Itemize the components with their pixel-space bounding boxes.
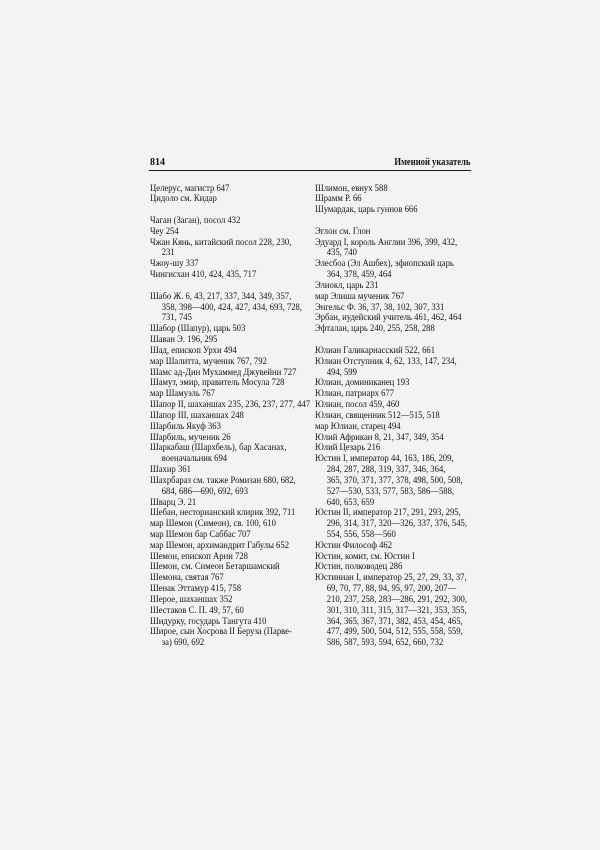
index-entry-heading: Юстин I, император 44, 163, 186, 209, xyxy=(315,453,454,465)
index-entry-heading: Эрбан, иудейский учитель 461, 462, 464 xyxy=(315,312,462,324)
index-entry-continuation: 477, 499, 500, 504, 512, 555, 558, 559, xyxy=(326,626,463,638)
index-entry-continuation: 69, 70, 77, 88, 94, 95, 97, 200, 207— xyxy=(326,583,457,595)
index-entry-heading: Широе, сын Хосрова II Беруза (Парве- xyxy=(150,626,292,638)
page-number: 814 xyxy=(150,157,165,168)
index-entry-heading: Юстиниан I, император 25, 27, 29, 33, 37, xyxy=(315,572,467,584)
index-entry-heading: Юстин, полководец 286 xyxy=(315,561,403,573)
index-entry-continuation: 301, 310, 311, 315, 317—321, 353, 355, xyxy=(326,604,467,616)
index-entry-heading: Шерое, шаханшах 352 xyxy=(150,593,233,605)
index-entry-heading: Юлиан Отступник 4, 62, 133, 147, 234, xyxy=(315,355,457,367)
index-entry-heading: Чеу 254 xyxy=(150,225,179,237)
index-entry-heading: Шемона, святая 767 xyxy=(150,572,224,584)
index-entry xyxy=(150,476,310,498)
index-entry-heading: Шварц Э. 21 xyxy=(150,496,197,508)
index-entry xyxy=(315,389,467,400)
index-entry-continuation: военачальник 694 xyxy=(161,453,228,465)
index-entry-heading: Шахрбараз см. также Ромизан 680, 682, xyxy=(150,474,296,486)
index-entry xyxy=(150,519,310,530)
index-entry-heading: Юстин II, император 217, 291, 293, 295, xyxy=(315,507,461,519)
index-entry-heading: Юлий Африкан 8, 21, 347, 349, 354 xyxy=(315,431,444,443)
index-entry-heading: Юлиан, доминиканец 193 xyxy=(315,377,410,389)
index-entry-heading: Шапор II, шаханшах 235, 236, 237, 277, 447 xyxy=(150,399,311,411)
index-entry xyxy=(315,205,467,216)
index-entry-heading: Юлий Цезарь 216 xyxy=(315,442,381,454)
index-entry xyxy=(315,357,467,379)
index-entry xyxy=(315,324,467,335)
index-entry-continuation: за) 690, 692 xyxy=(161,637,205,649)
index-entry xyxy=(150,627,310,649)
index-column-right xyxy=(315,184,467,650)
index-entry xyxy=(150,259,310,270)
index-entry xyxy=(150,194,310,205)
index-entry-heading: Элиокл, царь 231 xyxy=(315,279,379,291)
index-entry-heading: мар Шалитта, мученик 767, 792 xyxy=(150,355,267,367)
index-entry-heading: Шамс ад-Дин Мухаммед Джувейни 727 xyxy=(150,366,297,378)
index-entry-continuation: 494, 599 xyxy=(326,366,357,378)
index-entry-heading: мар Шамуэль 767 xyxy=(150,388,215,400)
index-entry-heading: Шаркабаш (Шархбель), бар Хасанах, xyxy=(150,442,287,454)
index-entry-heading: Шемон, см. Симеон Бетаршамский xyxy=(150,561,280,573)
index-column-left xyxy=(150,184,310,650)
index-entry-heading: Целерус, магистр 647 xyxy=(150,182,230,194)
index-entry-heading: Эдуард I, король Англии 396, 399, 432, xyxy=(315,236,458,248)
index-entry-heading: Юлиан, священник 512—515, 518 xyxy=(315,409,440,421)
index-entry-heading: Юлиан, патриарх 677 xyxy=(315,388,395,400)
index-entry-heading: Чжоу-шу 337 xyxy=(150,258,199,270)
index-entry xyxy=(315,238,467,260)
letter-section xyxy=(150,292,310,649)
index-entry xyxy=(315,259,467,281)
index-entry xyxy=(150,270,310,281)
index-entry-heading: Шестаков С. П. 49, 57, 60 xyxy=(150,604,244,616)
index-entry-continuation: 358, 398—400, 424, 427, 434, 693, 728, xyxy=(161,301,303,313)
index-entry-heading: Шарбиль Якуф 363 xyxy=(150,420,221,432)
index-entry-heading: Шидурку, государь Тангута 410 xyxy=(150,615,267,627)
index-entry-heading: Шарбиль, мученик 26 xyxy=(150,431,231,443)
index-entry-heading: Шамут, эмир, правитель Мосула 728 xyxy=(150,377,285,389)
index-entry xyxy=(150,443,310,465)
index-entry-heading: Эглон см. Глон xyxy=(315,225,371,237)
letter-section xyxy=(315,346,467,649)
index-entry-continuation: 554, 556, 558—560 xyxy=(326,529,396,540)
index-entry xyxy=(315,508,467,540)
index-entry xyxy=(150,292,310,324)
index-entry-heading: Юстин Философ 462 xyxy=(315,539,393,551)
index-entry-heading: Эфталан, царь 240, 255, 258, 288 xyxy=(315,323,435,335)
index-entry-heading: Чжан Кянь, китайский посол 228, 230, xyxy=(150,236,292,248)
index-entry-heading: Юстин, комит, см. Юстин I xyxy=(315,550,415,562)
letter-section xyxy=(150,184,310,206)
index-entry xyxy=(315,573,467,649)
index-entry-continuation: 527—530, 533, 577, 583, 586—588, xyxy=(326,485,455,497)
index-entry-heading: Шапор III, шаханшах 248 xyxy=(150,409,244,421)
index-entry-continuation: 364, 378, 459, 464 xyxy=(326,269,392,281)
index-entry-heading: мар Юлиан, старец 494 xyxy=(315,420,401,432)
index-entry-heading: мар Шемон, архимандрит Габулы 652 xyxy=(150,539,290,551)
index-entry-heading: Шебан, несторианский клирик 392, 711 xyxy=(150,507,296,519)
index-entry-heading: Элесбоа (Эл Ашбех), эфиопский царь xyxy=(315,258,454,270)
index-entry-heading: Юлиан Галикарнасский 522, 661 xyxy=(315,344,436,356)
index-entry-continuation: 435, 740 xyxy=(326,247,357,259)
index-entry xyxy=(150,238,310,260)
index-entry-heading: Цидоло см. Кидар xyxy=(150,193,217,205)
index-entry-heading: Шаван Э. 196, 295 xyxy=(150,334,218,346)
letter-section xyxy=(315,227,467,335)
index-entry-continuation: 731, 745 xyxy=(161,312,192,324)
index-entry-heading: Шлимон, евнух 588 xyxy=(315,182,388,194)
index-entry-heading: Юлиан, посол 459, 460 xyxy=(315,399,400,411)
index-entry-heading: мар Шемон (Симеон), св. 100, 610 xyxy=(150,518,276,530)
index-entry-continuation: 296, 314, 317, 320—326, 337, 376, 545, xyxy=(326,518,468,530)
index-entry-continuation: 364, 365, 367, 371, 382, 453, 454, 465, xyxy=(326,615,463,627)
index-entry-heading: Энгельс Ф. 36, 37, 38, 102, 307, 331 xyxy=(315,301,445,313)
index-entry-heading: мар Элиша мученик 767 xyxy=(315,290,405,302)
letter-section xyxy=(315,184,467,216)
index-entry xyxy=(150,389,310,400)
index-entry xyxy=(315,454,467,508)
index-entry-continuation: 684, 686—690, 692, 693 xyxy=(161,485,249,497)
index-entry-heading: Чингисхан 410, 424, 435, 717 xyxy=(150,269,257,281)
index-entry-heading: мар Шемон бар Саббас 707 xyxy=(150,529,251,540)
index-entry-heading: Шрамм Р. 66 xyxy=(315,193,362,205)
index-entry-heading: Шабор (Шапур), царь 503 xyxy=(150,323,246,335)
index-entry-continuation: 640, 653, 659 xyxy=(326,496,375,508)
index-entry xyxy=(150,324,310,335)
index-entry-continuation: 586, 587, 593, 594, 652, 660, 732 xyxy=(326,637,444,649)
index-entry-continuation: 365, 370, 371, 377, 378, 498, 500, 508, xyxy=(326,474,463,486)
index-entry-continuation: 231 xyxy=(161,247,175,259)
index-entry-continuation: 284, 287, 288, 319, 337, 346, 364, xyxy=(326,464,446,476)
index-entry-continuation: 210, 237, 258, 283—286, 291, 292, 300, xyxy=(326,593,468,605)
running-header xyxy=(149,157,471,171)
index-entry-heading: Шумардак, царь гуннов 666 xyxy=(315,204,418,216)
running-title: Именной указатель xyxy=(393,157,470,168)
index-entry-heading: Шахир 361 xyxy=(150,464,191,476)
index-entry-heading: Чаган (Заган), посол 432 xyxy=(150,214,241,226)
index-entry-heading: Шабо Ж. 6, 43, 217, 337, 344, 349, 357, xyxy=(150,290,292,302)
index-entry-heading: Шенак Эттамур 415, 758 xyxy=(150,583,242,595)
letter-section xyxy=(150,216,310,281)
index-entry-heading: Шемон, епископ Арни 728 xyxy=(150,550,248,562)
index-entry-heading: Шад, епископ Урхи 494 xyxy=(150,344,237,356)
